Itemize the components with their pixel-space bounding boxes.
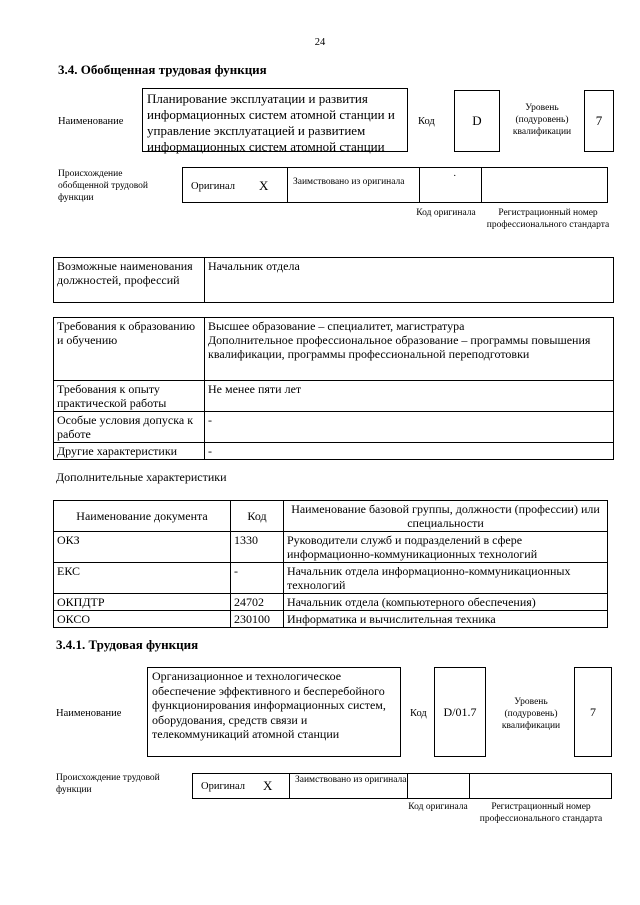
code-original-label: Код оригинала xyxy=(416,208,476,218)
divider xyxy=(289,774,290,798)
table-row xyxy=(54,532,608,563)
requirement-label: Особые условия допуска к работе xyxy=(54,412,205,443)
level-label: Уровень (подуровень) квалификации xyxy=(501,697,561,731)
table-cell: 24702 xyxy=(231,594,284,611)
column-header: Наименование базовой группы, должности (профессии) или специальности xyxy=(284,501,608,532)
name-value-box xyxy=(142,88,408,152)
origin-label: Происхождение обобщенной трудовой функции xyxy=(58,169,148,203)
requirement-value: - xyxy=(205,412,614,443)
table-cell: - xyxy=(231,563,284,594)
table-row xyxy=(54,318,614,381)
reg-number-label: Регистрационный номер профессионального стандарта xyxy=(486,208,610,230)
subsection-title: 3.4.1. Трудовая функция xyxy=(56,637,199,652)
divider xyxy=(419,168,420,202)
name-value: Организационное и технологическое обеспечение эффективного и бесперебойного функционирования информационных систем, оборудования, средств связи и телекоммуникаций атомной станции xyxy=(152,669,386,741)
code-value: D xyxy=(454,90,500,152)
table-cell: 1330 xyxy=(231,532,284,563)
divider xyxy=(287,168,288,202)
original-label: Оригинал xyxy=(201,781,245,792)
origin-table xyxy=(192,773,612,799)
table-cell: 230100 xyxy=(231,611,284,628)
level-value: 7 xyxy=(584,90,614,152)
table-row xyxy=(54,412,614,443)
requirement-label: Требования к образованию и обучению xyxy=(54,318,205,381)
borrowed-mark: · xyxy=(453,171,457,182)
column-header: Код xyxy=(231,501,284,532)
borrowed-label: Заимствовано из оригинала xyxy=(293,177,405,187)
requirement-value: Не менее пяти лет xyxy=(205,381,614,412)
column-header: Наименование документа xyxy=(54,501,231,532)
requirements-table xyxy=(53,317,614,460)
divider xyxy=(407,774,408,798)
table-row xyxy=(54,594,608,611)
code-label: Код xyxy=(418,116,435,127)
table-cell: ОКСО xyxy=(54,611,231,628)
section-title: 3.4. Обобщенная трудовая функция xyxy=(58,62,267,77)
positions-table xyxy=(53,257,614,303)
table-row xyxy=(54,258,614,303)
code-value: D/01.7 xyxy=(434,667,486,757)
level-label: Уровень (подуровень) квалификации xyxy=(512,103,572,137)
divider xyxy=(481,168,482,202)
reg-number-label: Регистрационный номер профессионального стандарта xyxy=(479,802,603,824)
table-cell: Руководители служб и подразделений в сфере информационно-коммуникационных технологий xyxy=(284,532,608,563)
original-label: Оригинал xyxy=(191,181,235,192)
divider xyxy=(469,774,470,798)
positions-label: Возможные наименования должностей, профессий xyxy=(54,258,205,303)
positions-value: Начальник отдела xyxy=(205,258,614,303)
level-value: 7 xyxy=(574,667,612,757)
table-cell: Начальник отдела (компьютерного обеспечения) xyxy=(284,594,608,611)
code-original-label: Код оригинала xyxy=(408,802,468,812)
additional-table xyxy=(53,500,608,628)
table-cell: ЕКС xyxy=(54,563,231,594)
requirement-value: Высшее образование – специалитет, магистратура Дополнительное профессиональное образование – программы повышения квалификации, программы профессиональной переподготовки xyxy=(205,318,614,381)
original-mark: X xyxy=(259,178,269,193)
table-cell: Начальник отдела информационно-коммуникационных технологий xyxy=(284,563,608,594)
name-label: Наименование xyxy=(58,116,124,127)
table-row xyxy=(54,563,608,594)
table-cell: ОКЗ xyxy=(54,532,231,563)
borrowed-label: Заимствовано из оригинала xyxy=(295,775,407,785)
table-row xyxy=(54,611,608,628)
table-cell: ОКПДТР xyxy=(54,594,231,611)
name-label: Наименование xyxy=(56,708,122,719)
additional-title: Дополнительные характеристики xyxy=(56,470,227,484)
page-number: 24 xyxy=(314,37,326,48)
table-header-row xyxy=(54,501,608,532)
name-value: Планирование эксплуатации и развития информационных систем атомной станции и управление эксплуатацией и развитием информационных систем атомной станции xyxy=(147,91,395,154)
origin-table xyxy=(182,167,608,203)
requirement-label: Требования к опыту практической работы xyxy=(54,381,205,412)
origin-label: Происхождение трудовой функции xyxy=(56,773,160,795)
name-value-box xyxy=(147,667,401,757)
requirement-value: - xyxy=(205,443,614,460)
original-mark: X xyxy=(263,778,273,793)
table-row xyxy=(54,381,614,412)
table-row xyxy=(54,443,614,460)
requirement-label: Другие характеристики xyxy=(54,443,205,460)
code-label: Код xyxy=(410,708,427,719)
table-cell: Информатика и вычислительная техника xyxy=(284,611,608,628)
